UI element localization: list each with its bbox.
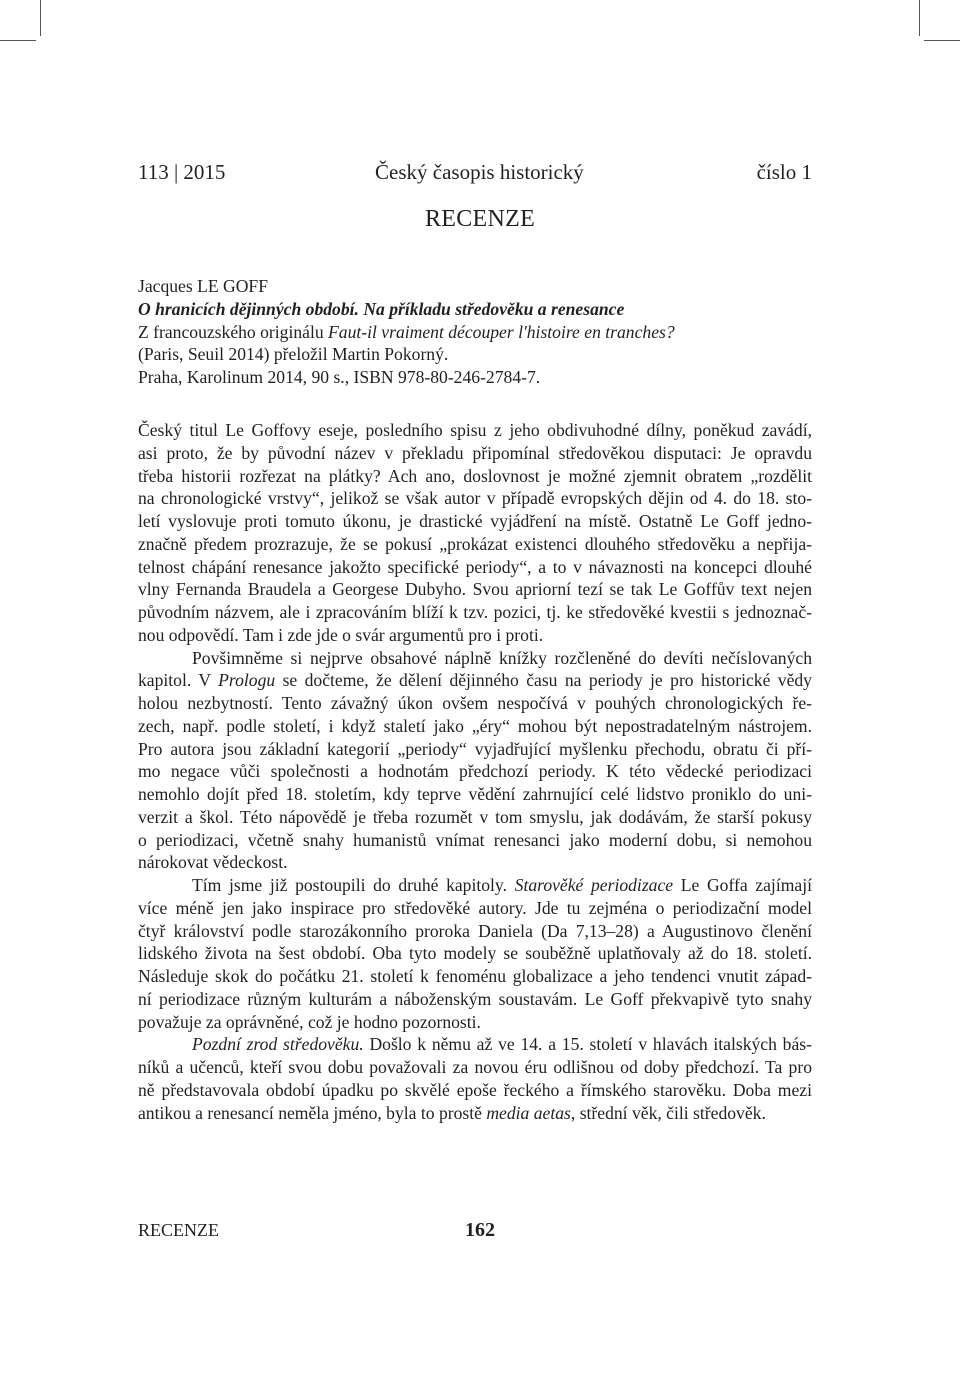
header-volume-year: 113 | 2015 xyxy=(138,160,226,184)
body-line: asi proto, že by původní název v překladu připomínal středověkou disputaci: Je opravdu xyxy=(138,442,812,463)
crop-mark xyxy=(919,0,920,36)
citation-publication: Praha, Karolinum 2014, 90 s., ISBN 978-80-246-2784-7. xyxy=(138,367,541,388)
citation-translation-line xyxy=(138,321,812,344)
body-text: , střední věk, čili středověk. xyxy=(570,1102,766,1123)
footer-section-label: RECENZE xyxy=(138,1220,219,1240)
body-line: níků a učenců, kteří svou dobu považovali za novou éru odlišnou od doby předchozí. Ta pro xyxy=(138,1057,812,1077)
body-line: mo negace vůči společnosti a hodnotám předchozí periody. K této vědecké periodizaci xyxy=(138,761,812,782)
body-line: lidského života na šest období. Oba tyto modely se souběžně uplatňovaly až do 18. století. xyxy=(138,943,812,964)
body-text: kapitol. V xyxy=(138,670,219,691)
body-line xyxy=(138,874,812,897)
crop-mark xyxy=(924,40,960,41)
body-line: holou nezbytností. Tento závažný úkon ovšem nespočívá v pouhých chronologických ře- xyxy=(138,693,812,713)
body-line: zech, např. podle století, i když staletí jako „éry“ mohou být nepostradatelným nástrojem. xyxy=(138,715,812,736)
body-line: telnost chápání renesance jakožto specifické periody“, a to v návaznosti na koncepci dlouhé xyxy=(138,556,812,577)
header-journal-name: Český časopis historický xyxy=(375,160,584,184)
body-line: nou odpovědí. Tam i zde jde o svár argumentů pro i proti. xyxy=(138,624,544,645)
body-text: Tím jsme již postoupili do druhé kapitoly. xyxy=(192,875,515,895)
body-line: považuje za oprávněné, což je hodno pozornosti. xyxy=(138,1011,481,1032)
crop-mark xyxy=(40,0,41,36)
header-issue: číslo 1 xyxy=(756,160,812,184)
citation-original-title: Faut-il vraiment découper l'histoire en tranches? xyxy=(328,321,675,342)
body-line xyxy=(138,669,812,692)
body-line: ní periodizace různým kulturám a náboženským soustavám. Le Goff překvapivě tyto snahy xyxy=(138,988,812,1009)
body-line: verzit a škol. Této nápovědě je třeba rozumět v tom smyslu, jak dodávám, že starší pokusy xyxy=(138,806,812,827)
body-italic-term: Starověké periodizace xyxy=(514,875,674,895)
body-line: Povšimněme si nejprve obsahové náplně knížky rozčleněné do devíti nečíslovaných xyxy=(192,647,812,668)
body-line: ně představovala období úpadku po skvělé epoše řeckého a římského starověku. Doba mezi xyxy=(138,1079,812,1100)
section-title: RECENZE xyxy=(424,206,536,232)
body-line xyxy=(138,1102,812,1125)
body-line: nárokovat vědeckost. xyxy=(138,852,288,873)
body-line: nemohlo dojít před 18. stoletím, kdy teprve vědění zahrnující celé lidstvo proniklo do uni- xyxy=(138,784,812,804)
body-line: o periodizaci, včetně snahy humanistů vnímat renesanci jako moderní dobu, si nemohou xyxy=(138,829,812,850)
body-line: letí vyslovuje proti tomuto úkonu, je drastické vyjádření na místě. Ostatně Le Goff jedno- xyxy=(138,511,812,531)
body-line: čtyř království podle starozákonního proroka Daniela (Da 7,13–28) a Augustinovo členění xyxy=(138,920,812,941)
body-line: Český titul Le Goffovy eseje, posledního spisu z jeho obdivuhodné dílny, poněkud zavádí, xyxy=(138,420,812,440)
body-text: Došlo k němu až ve 14. a 15. století v hlavách italských bás- xyxy=(363,1034,812,1055)
citation-translation-prefix: Z francouzského originálu xyxy=(138,321,329,342)
page-number: 162 xyxy=(465,1219,495,1241)
body-italic-term: media aetas xyxy=(486,1102,571,1123)
running-header xyxy=(138,160,812,188)
crop-mark xyxy=(0,40,36,41)
body-line: značně předem prozrazuje, že se pokusí „prokázat existenci dlouhého středověku a nepřija- xyxy=(138,533,812,554)
body-line: vlny Fernanda Braudela a Georgese Dubyho. Svou apriorní tezí se tak Le Goffův text nejen xyxy=(138,579,812,600)
citation-author: Jacques LE GOFF xyxy=(138,276,268,296)
body-line: původním názvem, ale i zpracováním blíží k tzv. pozici, tj. ke středověké kvestii s jednoznač- xyxy=(138,602,812,622)
body-text: se dočteme, že dělení dějinného času na periody je pro historické vědy xyxy=(275,670,812,691)
body-text: Le Goffa zajímají xyxy=(673,875,812,895)
body-line: více méně jen jako inspirace pro středověké autory. Jde tu zejména o periodizační model xyxy=(138,897,812,918)
citation-title: O hranicích dějinných období. Na příkladu středověku a renesance xyxy=(138,298,625,319)
body-line: třeba historii rozřezat na plátky? Ach ano, doslovnost je možné zjemnit obratem „rozdělit xyxy=(138,465,812,486)
review-body xyxy=(138,419,812,1124)
body-italic-term: Pozdní zrod středověku. xyxy=(192,1034,364,1055)
body-line xyxy=(138,1033,812,1056)
body-italic-term: Prologu xyxy=(218,670,276,691)
body-text: antikou a renesancí neměla jméno, byla to prostě xyxy=(138,1102,487,1123)
body-line: Pro autora jsou základní kategorií „periody“ vyjadřující myšlenku přechodu, obratu či pří- xyxy=(138,738,812,759)
body-line: na chronologické vrstvy“, jelikož se však autor v případě evropských dějin od 4. do 18. sto- xyxy=(138,488,812,509)
citation-translator: (Paris, Seuil 2014) přeložil Martin Pokorný. xyxy=(138,344,449,365)
review-citation xyxy=(138,275,812,389)
body-line: Následuje skok do počátku 21. století k fenoménu globalizace a jeho tendenci vnutit západ- xyxy=(138,966,812,986)
